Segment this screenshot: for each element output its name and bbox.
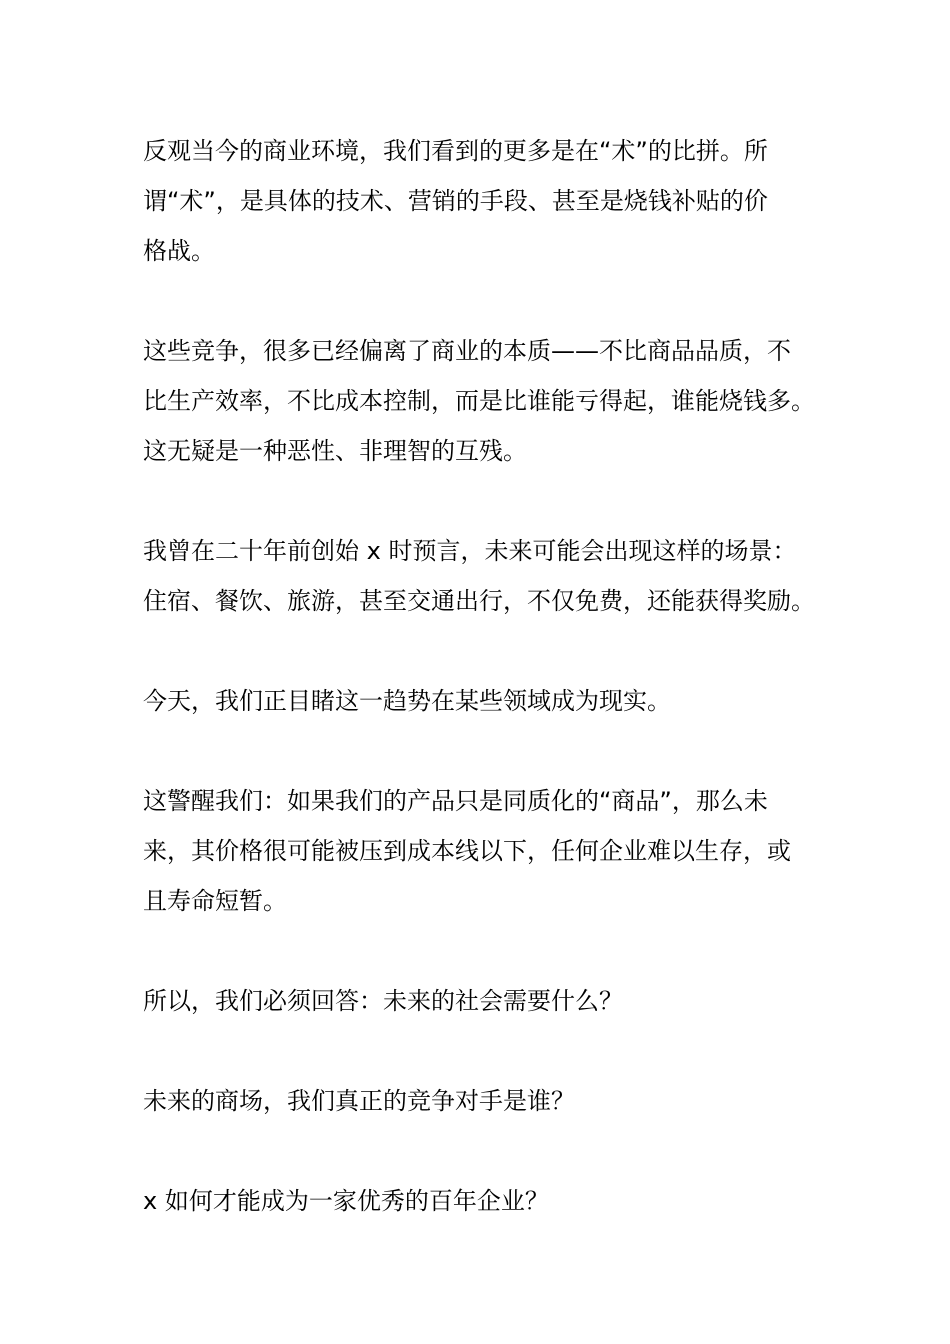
paragraph — [143, 976, 823, 1026]
paragraph-line: 这些竞争，很多已经偏离了商业的本质——不比商品品质，不 — [143, 337, 791, 365]
paragraph-spacer — [143, 276, 823, 326]
paragraph-spacer — [143, 1026, 823, 1076]
paragraph-line: 这警醒我们：如果我们的产品只是同质化的“商品”，那么未 — [143, 787, 768, 815]
document-body — [143, 126, 823, 1226]
paragraph-spacer — [143, 626, 823, 676]
paragraph-line: x 如何才能成为一家优秀的百年企业？ — [143, 1187, 549, 1215]
paragraph — [143, 1176, 823, 1226]
paragraph-line: 住宿、餐饮、旅游，甚至交通出行，不仅免费，还能获得奖励。 — [143, 587, 815, 615]
paragraph — [143, 126, 823, 276]
paragraph-line: 谓“术”，是具体的技术、营销的手段、甚至是烧钱补贴的价 — [143, 187, 768, 215]
paragraph-line: 格战。 — [143, 237, 215, 265]
paragraph-line: 且寿命短暂。 — [143, 887, 287, 915]
paragraph — [143, 1076, 823, 1126]
paragraph-line: 今天，我们正目睹这一趋势在某些领域成为现实。 — [143, 687, 671, 715]
paragraph-line: 我曾在二十年前创始 x 时预言，未来可能会出现这样的场景： — [143, 537, 797, 565]
paragraph-line: 所以，我们必须回答：未来的社会需要什么？ — [143, 987, 623, 1015]
paragraph-line: 反观当今的商业环境，我们看到的更多是在“术”的比拼。所 — [143, 137, 768, 165]
paragraph — [143, 776, 823, 926]
paragraph-spacer — [143, 926, 823, 976]
paragraph-line: 比生产效率，不比成本控制，而是比谁能亏得起，谁能烧钱多。 — [143, 387, 815, 415]
paragraph-spacer — [143, 1126, 823, 1176]
paragraph-spacer — [143, 726, 823, 776]
paragraph — [143, 326, 823, 476]
paragraph-line: 来，其价格很可能被压到成本线以下，任何企业难以生存，或 — [143, 837, 791, 865]
paragraph — [143, 676, 823, 726]
paragraph — [143, 526, 823, 626]
paragraph-line: 这无疑是一种恶性、非理智的互残。 — [143, 437, 527, 465]
paragraph-line: 未来的商场，我们真正的竞争对手是谁？ — [143, 1087, 575, 1115]
paragraph-spacer — [143, 476, 823, 526]
